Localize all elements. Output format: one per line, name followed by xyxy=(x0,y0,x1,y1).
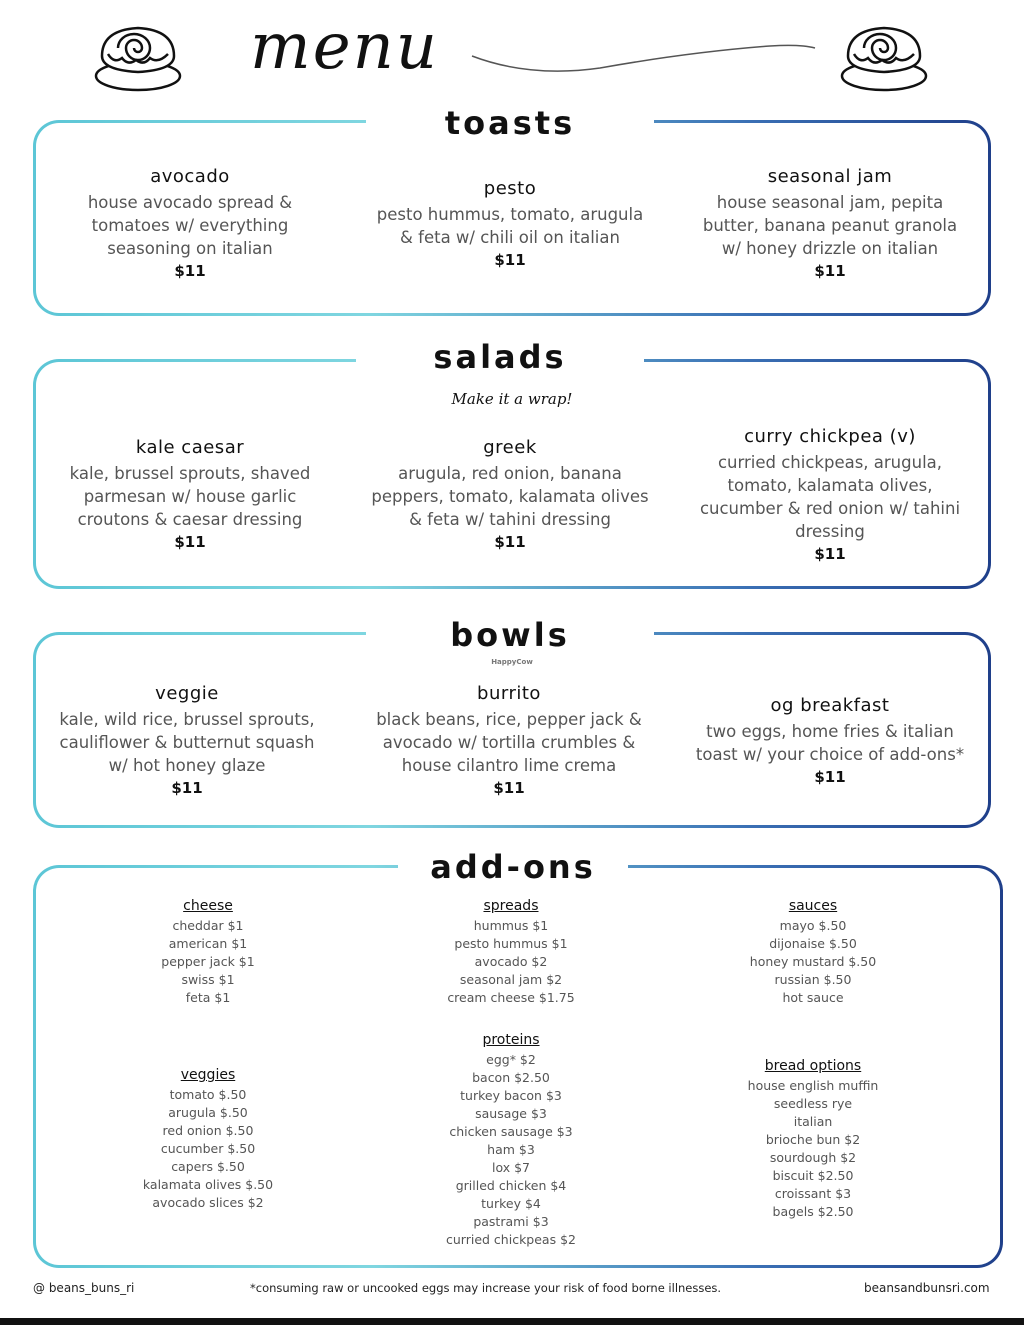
addon-item: chicken sausage $3 xyxy=(449,1124,573,1139)
menu-item-seasonal-jam-toast xyxy=(690,165,970,283)
addon-item: capers $.50 xyxy=(171,1159,245,1174)
item-name: avocado xyxy=(150,166,230,187)
item-price: $11 xyxy=(171,779,203,797)
footer-social-handle[interactable]: @ beans_buns_ri xyxy=(33,1281,135,1295)
item-desc-line: kale, wild rice, brussel sprouts, xyxy=(59,710,315,729)
item-price: $11 xyxy=(814,768,846,786)
addon-item: russian $.50 xyxy=(774,972,852,987)
bowls-title: bowls xyxy=(366,616,654,660)
item-desc-line: house cilantro lime crema xyxy=(401,756,617,775)
item-desc-line: avocado w/ tortilla crumbles & xyxy=(382,733,636,752)
menu-item-pesto-toast xyxy=(370,177,650,272)
addon-item: ham $3 xyxy=(487,1142,535,1157)
happycow-watermark: HappyCow xyxy=(491,658,533,666)
menu-item-veggie-bowl xyxy=(57,682,317,800)
addon-item: brioche bun $2 xyxy=(765,1132,861,1147)
addon-item: mayo $.50 xyxy=(779,918,847,933)
item-price: $11 xyxy=(493,779,525,797)
item-desc-line: croutons & caesar dressing xyxy=(77,510,303,529)
group-name: spreads xyxy=(483,898,539,914)
item-desc-line: toast w/ your choice of add-ons* xyxy=(695,745,965,764)
addon-item: pepper jack $1 xyxy=(161,954,255,969)
addon-item: hot sauce xyxy=(782,990,844,1005)
item-name: kale caesar xyxy=(135,437,245,458)
addon-item: pastrami $3 xyxy=(473,1214,549,1229)
addon-item: cream cheese $1.75 xyxy=(447,990,575,1005)
item-price: $11 xyxy=(814,262,846,280)
item-desc-line: w/ honey drizzle on italian xyxy=(721,239,939,258)
addon-item: tomato $.50 xyxy=(169,1087,247,1102)
addon-item: american $1 xyxy=(168,936,248,951)
group-name: proteins xyxy=(482,1032,540,1048)
addon-item: arugula $.50 xyxy=(168,1105,248,1120)
addon-group-bread-options xyxy=(713,1057,913,1221)
addon-item: turkey $4 xyxy=(481,1196,541,1211)
group-name: veggies xyxy=(180,1067,236,1083)
addon-item: pesto hummus $1 xyxy=(454,936,568,951)
footer-website-link[interactable]: beansandbunsri.com xyxy=(864,1281,990,1295)
item-price: $11 xyxy=(814,545,846,563)
addon-item: biscuit $2.50 xyxy=(772,1168,854,1183)
item-name: greek xyxy=(483,437,537,458)
item-name: curry chickpea (v) xyxy=(744,426,916,447)
salads-title: salads xyxy=(356,338,644,382)
item-desc-line: curried chickpeas, arugula, xyxy=(717,453,943,472)
addon-item: swiss $1 xyxy=(181,972,235,987)
addon-item: sourdough $2 xyxy=(769,1150,857,1165)
item-name: pesto xyxy=(483,178,537,199)
cinnamon-bun-icon xyxy=(838,18,930,94)
addons-title: add-ons xyxy=(398,848,628,892)
addon-item: cheddar $1 xyxy=(172,918,244,933)
addon-item: lox $7 xyxy=(491,1160,530,1175)
item-desc-line: butter, banana peanut granola xyxy=(702,216,958,235)
item-desc-line: arugula, red onion, banana xyxy=(398,464,622,483)
addon-item: sausage $3 xyxy=(475,1106,547,1121)
item-desc-line: kale, brussel sprouts, shaved xyxy=(69,464,311,483)
item-name: burrito xyxy=(477,683,541,704)
item-desc-line: pesto hummus, tomato, arugula xyxy=(376,205,644,224)
menu-item-greek xyxy=(365,436,655,554)
item-price: $11 xyxy=(174,262,206,280)
addon-item: croissant $3 xyxy=(774,1186,852,1201)
item-name: veggie xyxy=(155,683,219,704)
addon-item: bacon $2.50 xyxy=(472,1070,550,1085)
cinnamon-bun-icon xyxy=(92,18,184,94)
item-desc-line: tomatoes w/ everything xyxy=(91,216,289,235)
bottom-border xyxy=(0,1318,1024,1325)
group-name: bread options xyxy=(764,1058,862,1074)
make-it-a-wrap-note: Make it a wrap! xyxy=(451,390,573,408)
addon-group-sauces xyxy=(713,897,913,1007)
item-price: $11 xyxy=(494,251,526,269)
item-desc-line: cucumber & red onion w/ tahini xyxy=(699,499,961,518)
item-price: $11 xyxy=(174,533,206,551)
addon-item: egg* $2 xyxy=(486,1052,536,1067)
addon-item: feta $1 xyxy=(185,990,231,1005)
menu-item-og-breakfast xyxy=(690,694,970,789)
addon-item: red onion $.50 xyxy=(162,1123,254,1138)
item-desc-line: house seasonal jam, pepita xyxy=(716,193,944,212)
addon-item: turkey bacon $3 xyxy=(460,1088,562,1103)
footer-disclaimer: *consuming raw or uncooked eggs may increase your risk of food borne illnesses. xyxy=(250,1281,722,1295)
item-desc-line: two eggs, home fries & italian xyxy=(706,722,954,741)
addon-item: seasonal jam $2 xyxy=(459,972,563,987)
item-desc-line: tomato, kalamata olives, xyxy=(727,476,933,495)
addon-item: avocado slices $2 xyxy=(152,1195,264,1210)
addon-item: kalamata olives $.50 xyxy=(142,1177,274,1192)
addon-item: house english muffin xyxy=(747,1078,879,1093)
addon-item: honey mustard $.50 xyxy=(749,954,877,969)
addon-group-cheese xyxy=(108,897,308,1007)
addon-group-proteins xyxy=(411,1031,611,1249)
addon-group-spreads xyxy=(411,897,611,1007)
toasts-title: toasts xyxy=(366,104,654,148)
item-desc-line: seasoning on italian xyxy=(107,239,273,258)
item-name: seasonal jam xyxy=(767,166,893,187)
addon-item: dijonaise $.50 xyxy=(769,936,857,951)
addon-item: seedless rye xyxy=(773,1096,853,1111)
addon-item: cucumber $.50 xyxy=(160,1141,256,1156)
menu-item-kale-caesar xyxy=(60,436,320,554)
addon-item: avocado $2 xyxy=(474,954,548,969)
addon-item: italian xyxy=(793,1114,833,1129)
item-desc-line: & feta w/ chili oil on italian xyxy=(400,228,620,247)
menu-title-text: menu xyxy=(250,10,439,84)
item-desc-line: house avocado spread & xyxy=(87,193,293,212)
item-desc-line: black beans, rice, pepper jack & xyxy=(376,710,642,729)
menu-item-avocado-toast xyxy=(60,165,320,283)
item-price: $11 xyxy=(494,533,526,551)
item-desc-line: w/ hot honey glaze xyxy=(108,756,266,775)
item-desc-line: dressing xyxy=(795,522,865,541)
menu-item-curry-chickpea xyxy=(690,425,970,566)
item-desc-line: & feta w/ tahini dressing xyxy=(409,510,611,529)
menu-item-burrito-bowl xyxy=(368,682,650,800)
addon-item: grilled chicken $4 xyxy=(455,1178,567,1193)
addon-item: hummus $1 xyxy=(473,918,549,933)
item-name: og breakfast xyxy=(770,695,890,716)
item-desc-line: cauliflower & butternut squash xyxy=(59,733,315,752)
group-name: cheese xyxy=(183,898,233,914)
group-name: sauces xyxy=(788,898,838,914)
item-desc-line: parmesan w/ house garlic xyxy=(83,487,297,506)
item-desc-line: peppers, tomato, kalamata olives xyxy=(371,487,649,506)
addon-item: bagels $2.50 xyxy=(772,1204,854,1219)
addon-group-veggies xyxy=(108,1066,308,1212)
title-swash-decoration xyxy=(470,38,820,78)
addon-item: curried chickpeas $2 xyxy=(446,1232,576,1247)
